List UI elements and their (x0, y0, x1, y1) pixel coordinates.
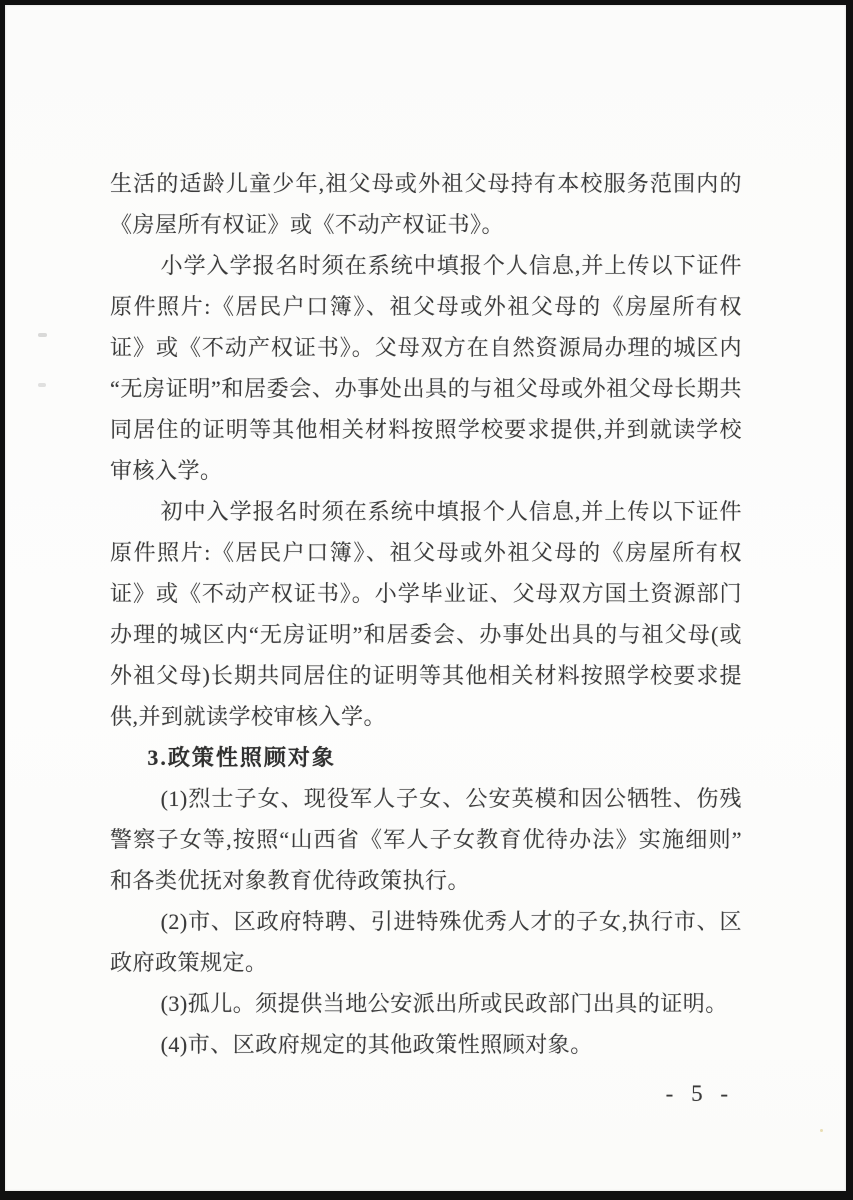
document-text-block (110, 163, 742, 1065)
heading-policy-care-targets: 3.政策性照顾对象 (147, 745, 336, 770)
scan-artifact-speck (38, 383, 46, 387)
paragraph-primary-school-registration: 小学入学报名时须在系统中填报个人信息,并上传以下证件原件照片:《居民户口簿》、祖父母或外祖父母的《房屋所有权 证》或《不动产权证书》。父母双方在自然资源局办理的城区内“无房证明”和居委会、办事处出具的与祖父母或外祖父母长期共同居住的证明等其他相关材料按照学校要求提供,并到就读学校审核入学。 (110, 253, 742, 483)
scan-artifact-speck (820, 1129, 823, 1132)
document-page (5, 5, 846, 1191)
paragraph-continuation-grandparents-property: 生活的适龄儿童少年,祖父母或外祖父母持有本校服务范围内的《房屋所有权证》或《不动产权证书》。 (110, 171, 742, 237)
item-1-martyr-military-police-children: (1)烈士子女、现役军人子女、公安英模和因公牺牲、伤残警察子女等,按照“山西省《军人子女教育优待办法》实施细则”和各类优抚对象教育优待政策执行。 (110, 786, 742, 893)
item-4-other-policy-targets: (4)市、区政府规定的其他政策性照顾对象。 (160, 1032, 593, 1057)
item-3-orphans: (3)孤儿。须提供当地公安派出所或民政部门出具的证明。 (160, 991, 728, 1016)
page-number: - 5 - (665, 1081, 734, 1106)
item-2-recruited-talent-children: (2)市、区政府特聘、引进特殊优秀人才的子女,执行市、区政府政策规定。 (110, 909, 742, 975)
scan-artifact-speck (38, 333, 47, 337)
paragraph-middle-school-registration: 初中入学报名时须在系统中填报个人信息,并上传以下证件原件照片:《居民户口簿》、祖父母或外祖父母的《房屋所有权证》或《不动产权证书》。小学毕业证、父母双方国土资源部门办理的城区内“无房证明”和居委会、办事处出具的与祖父母(或外祖父母)长期共同居住的证明等其他相关材料按照学校要求提供,并到就读学校审核入学。 (110, 499, 742, 729)
